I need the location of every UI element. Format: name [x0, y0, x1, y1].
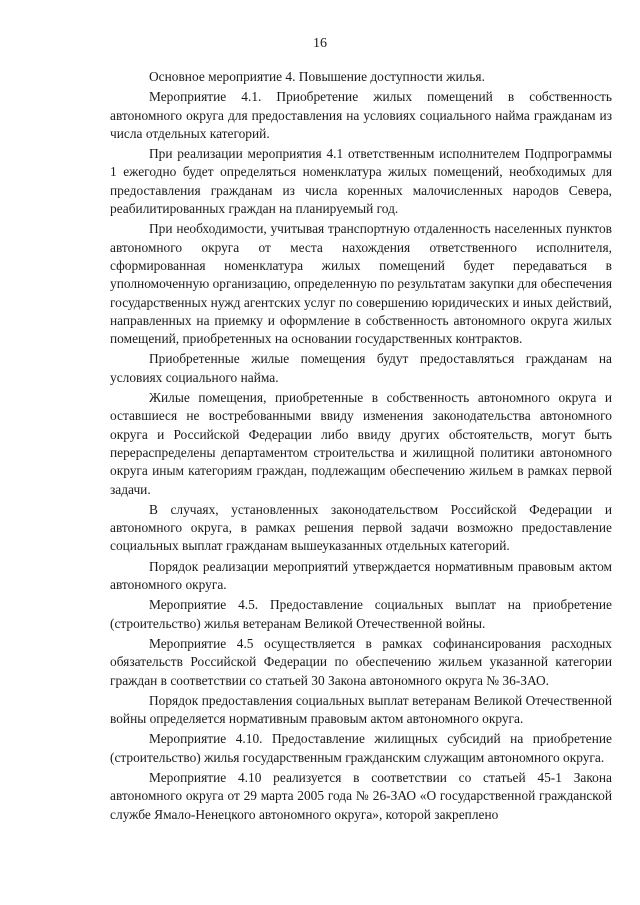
- page-number: 16: [313, 36, 327, 51]
- paragraph: Порядок предоставления социальных выплат ветеранам Великой Отечественной войны определяется нормативным правовым актом автономного округа.: [110, 692, 612, 727]
- paragraph: При необходимости, учитывая транспортную отдаленность населенных пунктов автономного округа от места нахождения ответственного исполнителя, сформированная номенклатура жилых помещений будет передаваться в уполномоченную организацию, определенную по результатам закупки для обеспечения государственных нужд агентских услуг по совершению юридических и иных действий, направленных на приемку и оформление в собственность автономного округа жилых помещений, приобретенных на основании государственных контрактов.: [110, 221, 612, 347]
- paragraph: При реализации мероприятия 4.1 ответственным исполнителем Подпрограммы 1 ежегодно будет определяться номенклатура жилых помещений, необходимых для предоставления гражданам из числа коренных малочисленных народов Севера, реабилитированных граждан на планируемый год.: [110, 146, 612, 217]
- document-body: [110, 68, 612, 826]
- paragraph: Мероприятие 4.1. Приобретение жилых помещений в собственность автономного округа для предоставления на условиях социального найма гражданам из числа отдельных категорий.: [110, 89, 612, 141]
- paragraph: Мероприятие 4.10. Предоставление жилищных субсидий на приобретение (строительство) жилья государственным гражданским служащим автономного округа.: [110, 731, 612, 765]
- paragraph: Приобретенные жилые помещения будут предоставляться гражданам на условиях социального найма.: [110, 351, 612, 385]
- paragraph: В случаях, установленных законодательством Российской Федерации и автономного округа, в рамках решения первой задачи возможно предоставление социальных выплат гражданам вышеуказанных отдельных категорий.: [110, 501, 612, 554]
- paragraph: Основное мероприятие 4. Повышение доступности жилья.: [149, 69, 485, 84]
- paragraph: Мероприятие 4.5 осуществляется в рамках софинансирования расходных обязательств Российской Федерации по обеспечению жильем указанной категории граждан в соответствии со статьей 30 Закона автономного округа № 36-ЗАО.: [110, 635, 612, 688]
- paragraph: Порядок реализации мероприятий утверждается нормативным правовым актом автономного округа.: [110, 558, 612, 593]
- paragraph: Мероприятие 4.10 реализуется в соответствии со статьей 45-1 Закона автономного округа от 29 марта 2005 года № 26-ЗАО «О государственной гражданской службе Ямало-Ненецкого автономного округа», которой закреплено: [110, 769, 612, 822]
- paragraph: Жилые помещения, приобретенные в собственность автономного округа и оставшиеся не востребованными ввиду изменения законодательства автономного округа и Российской Федерации либо ввиду других обстоятельств, могут быть перераспределены департаментом строительства и жилищной политики автономного округа иным категориям граждан, подлежащим обеспечению жильем в рамках первой задачи.: [110, 390, 612, 497]
- paragraph: Мероприятие 4.5. Предоставление социальных выплат на приобретение (строительство) жилья ветеранам Великой Отечественной войны.: [110, 597, 612, 631]
